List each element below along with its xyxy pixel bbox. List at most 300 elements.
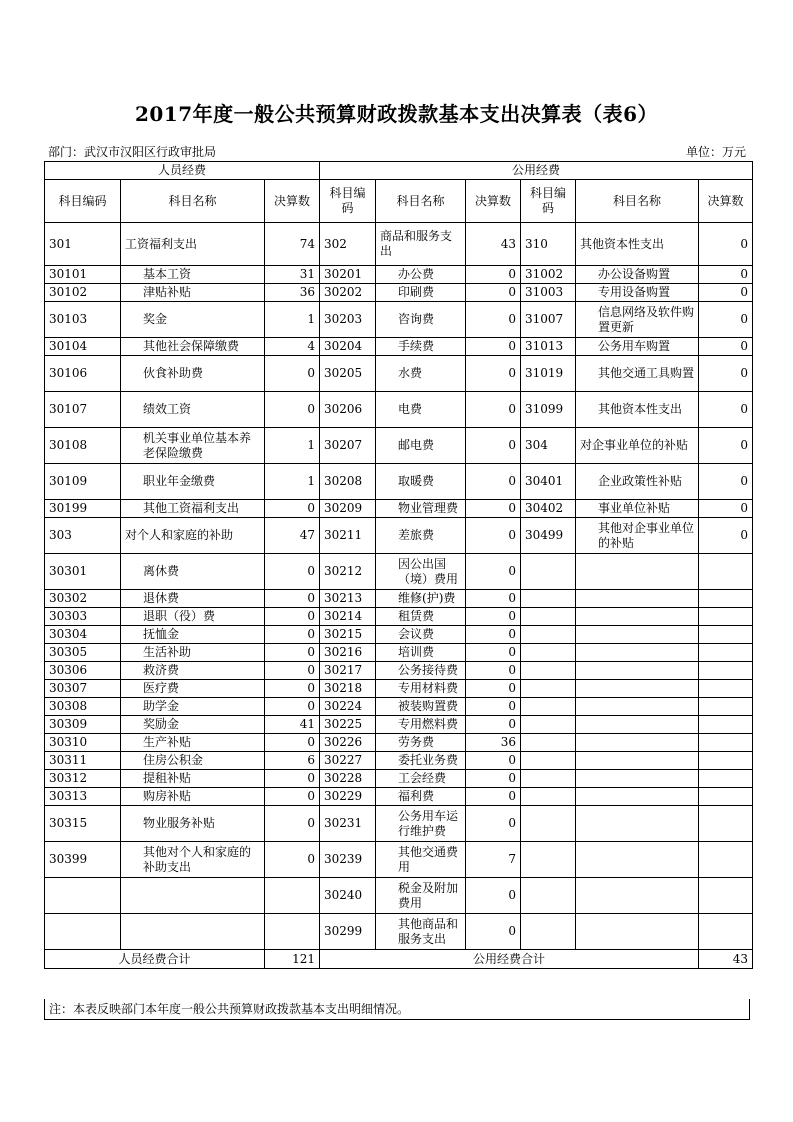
public-name-cell: 其他交通费用	[376, 842, 466, 878]
public-name-cell: 办公费	[376, 266, 466, 284]
col-header-amount: 决算数	[466, 180, 521, 223]
personnel-code-cell: 30303	[45, 608, 121, 626]
public-code-cell: 31099	[521, 392, 576, 428]
table-row	[45, 356, 753, 392]
public-code-cell: 30201	[320, 266, 376, 284]
public-name-cell: 其他对企事业单位的补贴	[576, 518, 699, 554]
public-code-cell: 30239	[320, 842, 376, 878]
public-name-cell: 手续费	[376, 338, 466, 356]
personnel-value-cell: 0	[265, 608, 320, 626]
public-value-cell: 0	[466, 914, 521, 950]
personnel-code-cell: 30106	[45, 356, 121, 392]
public-name-cell: 税金及附加费用	[376, 878, 466, 914]
table-row	[45, 680, 753, 698]
public-value-cell	[699, 806, 753, 842]
public-name-cell: 劳务费	[376, 734, 466, 752]
public-name-cell: 对企事业单位的补贴	[576, 428, 699, 464]
department-label: 部门：武汉市汉阳区行政审批局	[48, 145, 217, 159]
public-code-cell: 31003	[521, 284, 576, 302]
personnel-name-cell: 奖励金	[121, 716, 265, 734]
public-value-cell: 0	[466, 500, 521, 518]
public-name-cell	[576, 788, 699, 806]
public-name-cell: 被装购置费	[376, 698, 466, 716]
public-name-cell: 信息网络及软件购置更新	[576, 302, 699, 338]
public-name-cell	[576, 734, 699, 752]
public-name-cell: 印刷费	[376, 284, 466, 302]
personnel-name-cell: 离休费	[121, 554, 265, 590]
table-row	[45, 914, 753, 950]
personnel-value-cell: 0	[265, 554, 320, 590]
public-value-cell	[699, 662, 753, 680]
public-value-cell: 0	[699, 392, 753, 428]
public-name-cell: 事业单位补贴	[576, 500, 699, 518]
public-code-cell	[521, 734, 576, 752]
public-value-cell: 0	[466, 464, 521, 500]
public-name-cell	[576, 626, 699, 644]
personnel-name-cell: 物业服务补贴	[121, 806, 265, 842]
personnel-code-cell: 30107	[45, 392, 121, 428]
personnel-total-label: 人员经费合计	[45, 950, 265, 969]
personnel-value-cell: 47	[265, 518, 320, 554]
public-name-cell: 专用材料费	[376, 680, 466, 698]
personnel-value-cell: 0	[265, 770, 320, 788]
personnel-name-cell: 救济费	[121, 662, 265, 680]
table-row	[45, 770, 753, 788]
public-total-label: 公用经费合计	[320, 950, 699, 969]
personnel-code-cell: 30306	[45, 662, 121, 680]
public-code-cell: 30215	[320, 626, 376, 644]
personnel-value-cell: 0	[265, 842, 320, 878]
personnel-code-cell: 30309	[45, 716, 121, 734]
public-code-cell	[521, 590, 576, 608]
public-name-cell	[576, 806, 699, 842]
public-name-cell: 其他资本性支出	[576, 392, 699, 428]
personnel-value-cell: 36	[265, 284, 320, 302]
public-name-cell: 物业管理费	[376, 500, 466, 518]
public-code-cell	[521, 698, 576, 716]
personnel-name-cell: 医疗费	[121, 680, 265, 698]
public-code-cell: 30228	[320, 770, 376, 788]
table-row	[45, 554, 753, 590]
public-code-cell: 30224	[320, 698, 376, 716]
personnel-value-cell: 1	[265, 464, 320, 500]
public-name-cell: 办公设备购置	[576, 266, 699, 284]
public-value-cell: 0	[699, 338, 753, 356]
public-value-cell	[699, 626, 753, 644]
public-value-cell: 0	[699, 302, 753, 338]
personnel-value-cell: 0	[265, 356, 320, 392]
public-value-cell: 0	[699, 464, 753, 500]
table-row	[45, 518, 753, 554]
personnel-name-cell: 基本工资	[121, 266, 265, 284]
public-code-cell: 30216	[320, 644, 376, 662]
public-code-cell: 30205	[320, 356, 376, 392]
public-value-cell: 0	[466, 644, 521, 662]
table-row	[45, 644, 753, 662]
public-code-cell: 31019	[521, 356, 576, 392]
personnel-value-cell: 4	[265, 338, 320, 356]
personnel-name-cell: 生产补贴	[121, 734, 265, 752]
table-row	[45, 266, 753, 284]
public-name-cell	[576, 914, 699, 950]
table-row	[45, 590, 753, 608]
public-code-cell: 31007	[521, 302, 576, 338]
personnel-value-cell: 0	[265, 500, 320, 518]
public-name-cell: 水费	[376, 356, 466, 392]
personnel-name-cell: 住房公积金	[121, 752, 265, 770]
public-code-cell	[521, 554, 576, 590]
personnel-name-cell: 伙食补助费	[121, 356, 265, 392]
public-value-cell: 0	[466, 788, 521, 806]
table-row	[45, 752, 753, 770]
public-value-cell: 0	[466, 302, 521, 338]
personnel-name-cell: 其他对个人和家庭的补助支出	[121, 842, 265, 878]
public-value-cell: 0	[466, 662, 521, 680]
public-value-cell: 0	[466, 284, 521, 302]
public-code-cell: 30208	[320, 464, 376, 500]
public-value-cell: 0	[466, 590, 521, 608]
personnel-value-cell: 74	[265, 223, 320, 266]
table-row	[45, 788, 753, 806]
personnel-name-cell	[121, 914, 265, 950]
public-code-cell: 30401	[521, 464, 576, 500]
public-total-value: 43	[699, 950, 753, 969]
public-name-cell	[576, 554, 699, 590]
public-name-cell: 因公出国（境）费用	[376, 554, 466, 590]
personnel-code-cell	[45, 878, 121, 914]
personnel-header: 人员经费	[45, 162, 320, 180]
public-value-cell	[699, 788, 753, 806]
personnel-code-cell: 30102	[45, 284, 121, 302]
personnel-value-cell: 0	[265, 626, 320, 644]
public-code-cell	[521, 842, 576, 878]
public-name-cell	[576, 644, 699, 662]
table-row	[45, 842, 753, 878]
public-value-cell: 0	[466, 698, 521, 716]
footnote: 注：本表反映部门本年度一般公共预算财政拨款基本支出明细情况。	[44, 999, 750, 1020]
personnel-code-cell: 30199	[45, 500, 121, 518]
public-name-cell	[576, 662, 699, 680]
public-name-cell	[576, 770, 699, 788]
table-row	[45, 626, 753, 644]
unit-label: 单位：万元	[685, 145, 746, 159]
public-value-cell: 0	[699, 500, 753, 518]
personnel-name-cell: 绩效工资	[121, 392, 265, 428]
public-code-cell	[521, 680, 576, 698]
personnel-value-cell: 0	[265, 698, 320, 716]
public-value-cell: 7	[466, 842, 521, 878]
personnel-name-cell: 其他工资福利支出	[121, 500, 265, 518]
public-code-cell: 30206	[320, 392, 376, 428]
public-code-cell	[521, 662, 576, 680]
table-row	[45, 698, 753, 716]
col-header-name: 科目名称	[121, 180, 265, 223]
personnel-name-cell: 工资福利支出	[121, 223, 265, 266]
personnel-code-cell: 30108	[45, 428, 121, 464]
public-name-cell	[576, 608, 699, 626]
personnel-value-cell: 0	[265, 644, 320, 662]
table-row	[45, 806, 753, 842]
public-name-cell: 邮电费	[376, 428, 466, 464]
public-code-cell: 30214	[320, 608, 376, 626]
personnel-value-cell: 1	[265, 428, 320, 464]
personnel-name-cell: 助学金	[121, 698, 265, 716]
public-name-cell: 公务用车运行维护费	[376, 806, 466, 842]
personnel-name-cell: 机关事业单位基本养老保险缴费	[121, 428, 265, 464]
personnel-value-cell: 1	[265, 302, 320, 338]
public-code-cell: 30218	[320, 680, 376, 698]
public-name-cell: 专用设备购置	[576, 284, 699, 302]
public-name-cell: 商品和服务支出	[376, 223, 466, 266]
public-code-cell	[521, 788, 576, 806]
public-value-cell: 0	[699, 518, 753, 554]
public-code-cell: 31002	[521, 266, 576, 284]
personnel-value-cell: 0	[265, 392, 320, 428]
personnel-name-cell: 抚恤金	[121, 626, 265, 644]
public-code-cell: 30499	[521, 518, 576, 554]
public-code-cell	[521, 770, 576, 788]
col-header-code: 科目编码	[320, 180, 376, 223]
personnel-value-cell: 0	[265, 590, 320, 608]
public-code-cell: 304	[521, 428, 576, 464]
public-name-cell: 其他资本性支出	[576, 223, 699, 266]
public-code-cell: 30209	[320, 500, 376, 518]
personnel-code-cell: 30307	[45, 680, 121, 698]
public-value-cell: 0	[466, 428, 521, 464]
table-row	[45, 464, 753, 500]
public-code-cell: 310	[521, 223, 576, 266]
public-header: 公用经费	[320, 162, 753, 180]
public-code-cell: 30240	[320, 878, 376, 914]
public-code-cell: 30202	[320, 284, 376, 302]
personnel-code-cell: 30315	[45, 806, 121, 842]
public-value-cell	[699, 590, 753, 608]
public-value-cell: 0	[466, 752, 521, 770]
public-value-cell: 0	[466, 770, 521, 788]
public-name-cell	[576, 590, 699, 608]
public-code-cell: 302	[320, 223, 376, 266]
public-value-cell	[699, 716, 753, 734]
personnel-name-cell: 生活补助	[121, 644, 265, 662]
personnel-code-cell: 30301	[45, 554, 121, 590]
public-value-cell	[699, 554, 753, 590]
public-value-cell: 0	[466, 716, 521, 734]
public-name-cell: 企业政策性补贴	[576, 464, 699, 500]
personnel-value-cell: 0	[265, 788, 320, 806]
public-value-cell: 0	[699, 428, 753, 464]
table-row	[45, 428, 753, 464]
public-value-cell: 0	[466, 518, 521, 554]
public-name-cell: 咨询费	[376, 302, 466, 338]
personnel-code-cell: 30104	[45, 338, 121, 356]
table-row	[45, 500, 753, 518]
personnel-code-cell: 30109	[45, 464, 121, 500]
public-code-cell	[521, 914, 576, 950]
public-name-cell	[576, 842, 699, 878]
public-name-cell: 公务接待费	[376, 662, 466, 680]
personnel-code-cell: 303	[45, 518, 121, 554]
public-name-cell	[576, 698, 699, 716]
public-value-cell	[699, 914, 753, 950]
personnel-name-cell: 购房补贴	[121, 788, 265, 806]
public-value-cell	[699, 770, 753, 788]
public-value-cell: 0	[466, 806, 521, 842]
public-code-cell: 30299	[320, 914, 376, 950]
public-value-cell: 0	[466, 608, 521, 626]
public-code-cell	[521, 716, 576, 734]
public-code-cell: 30211	[320, 518, 376, 554]
public-name-cell	[576, 680, 699, 698]
public-name-cell: 其他商品和服务支出	[376, 914, 466, 950]
public-code-cell: 30212	[320, 554, 376, 590]
personnel-code-cell: 30310	[45, 734, 121, 752]
public-code-cell: 30204	[320, 338, 376, 356]
personnel-code-cell: 301	[45, 223, 121, 266]
public-code-cell: 30231	[320, 806, 376, 842]
public-value-cell: 0	[466, 266, 521, 284]
public-value-cell: 0	[699, 223, 753, 266]
personnel-value-cell: 0	[265, 734, 320, 752]
public-code-cell: 30402	[521, 500, 576, 518]
personnel-code-cell: 30311	[45, 752, 121, 770]
public-value-cell: 0	[466, 680, 521, 698]
table-row	[45, 284, 753, 302]
public-code-cell: 30203	[320, 302, 376, 338]
col-header-amount: 决算数	[699, 180, 753, 223]
table-row	[45, 878, 753, 914]
public-value-cell	[699, 842, 753, 878]
public-name-cell: 会议费	[376, 626, 466, 644]
public-name-cell: 其他交通工具购置	[576, 356, 699, 392]
col-header-code: 科目编码	[521, 180, 576, 223]
personnel-code-cell: 30313	[45, 788, 121, 806]
public-code-cell: 30213	[320, 590, 376, 608]
public-value-cell	[699, 878, 753, 914]
public-value-cell	[699, 698, 753, 716]
public-code-cell: 31013	[521, 338, 576, 356]
public-value-cell	[699, 644, 753, 662]
personnel-code-cell: 30312	[45, 770, 121, 788]
public-value-cell	[699, 680, 753, 698]
personnel-name-cell: 退休费	[121, 590, 265, 608]
public-name-cell: 租赁费	[376, 608, 466, 626]
personnel-name-cell: 对个人和家庭的补助	[121, 518, 265, 554]
public-value-cell	[699, 608, 753, 626]
personnel-value-cell: 31	[265, 266, 320, 284]
personnel-code-cell: 30305	[45, 644, 121, 662]
public-value-cell: 0	[466, 554, 521, 590]
personnel-code-cell: 30101	[45, 266, 121, 284]
public-code-cell: 30207	[320, 428, 376, 464]
public-name-cell: 差旅费	[376, 518, 466, 554]
public-name-cell: 工会经费	[376, 770, 466, 788]
public-name-cell	[576, 878, 699, 914]
table-row	[45, 716, 753, 734]
personnel-name-cell: 奖金	[121, 302, 265, 338]
public-name-cell	[576, 752, 699, 770]
public-code-cell: 30226	[320, 734, 376, 752]
table-row	[45, 662, 753, 680]
public-name-cell: 专用燃料费	[376, 716, 466, 734]
personnel-value-cell	[265, 878, 320, 914]
public-value-cell: 0	[466, 356, 521, 392]
personnel-total-value: 121	[265, 950, 320, 969]
public-value-cell: 0	[466, 392, 521, 428]
public-name-cell: 公务用车购置	[576, 338, 699, 356]
personnel-name-cell: 提租补贴	[121, 770, 265, 788]
table-row	[45, 608, 753, 626]
public-name-cell: 取暖费	[376, 464, 466, 500]
public-name-cell: 电费	[376, 392, 466, 428]
public-value-cell: 0	[466, 878, 521, 914]
public-name-cell	[576, 716, 699, 734]
personnel-name-cell	[121, 878, 265, 914]
public-code-cell	[521, 878, 576, 914]
public-value-cell: 0	[699, 266, 753, 284]
personnel-value-cell: 0	[265, 662, 320, 680]
public-code-cell	[521, 806, 576, 842]
personnel-value-cell: 0	[265, 806, 320, 842]
col-header-code: 科目编码	[45, 180, 121, 223]
personnel-code-cell: 30302	[45, 590, 121, 608]
public-code-cell	[521, 752, 576, 770]
public-code-cell: 30229	[320, 788, 376, 806]
table-row	[45, 302, 753, 338]
public-code-cell: 30227	[320, 752, 376, 770]
personnel-code-cell: 30304	[45, 626, 121, 644]
public-value-cell: 0	[466, 626, 521, 644]
public-value-cell: 0	[699, 356, 753, 392]
table-row	[45, 338, 753, 356]
personnel-code-cell: 30103	[45, 302, 121, 338]
col-header-name: 科目名称	[576, 180, 699, 223]
public-value-cell	[699, 734, 753, 752]
personnel-value-cell	[265, 914, 320, 950]
personnel-code-cell: 30308	[45, 698, 121, 716]
public-code-cell: 30225	[320, 716, 376, 734]
table-row	[45, 223, 753, 266]
public-value-cell	[699, 752, 753, 770]
col-header-name: 科目名称	[376, 180, 466, 223]
col-header-amount: 决算数	[265, 180, 320, 223]
public-value-cell: 0	[699, 284, 753, 302]
public-value-cell: 0	[466, 338, 521, 356]
public-code-cell	[521, 626, 576, 644]
personnel-code-cell: 30399	[45, 842, 121, 878]
expenditure-table	[44, 161, 753, 969]
public-value-cell: 36	[466, 734, 521, 752]
personnel-name-cell: 退职（役）费	[121, 608, 265, 626]
public-code-cell	[521, 644, 576, 662]
personnel-name-cell: 其他社会保障缴费	[121, 338, 265, 356]
personnel-value-cell: 41	[265, 716, 320, 734]
public-code-cell: 30217	[320, 662, 376, 680]
public-value-cell: 43	[466, 223, 521, 266]
table-row	[45, 392, 753, 428]
page-title: 2017年度一般公共预算财政拨款基本支出决算表（表6）	[134, 102, 659, 126]
public-name-cell: 委托业务费	[376, 752, 466, 770]
public-code-cell	[521, 608, 576, 626]
personnel-code-cell	[45, 914, 121, 950]
personnel-value-cell: 0	[265, 680, 320, 698]
public-name-cell: 培训费	[376, 644, 466, 662]
table-row	[45, 734, 753, 752]
public-name-cell: 福利费	[376, 788, 466, 806]
personnel-name-cell: 津贴补贴	[121, 284, 265, 302]
personnel-value-cell: 6	[265, 752, 320, 770]
personnel-name-cell: 职业年金缴费	[121, 464, 265, 500]
public-name-cell: 维修(护)费	[376, 590, 466, 608]
